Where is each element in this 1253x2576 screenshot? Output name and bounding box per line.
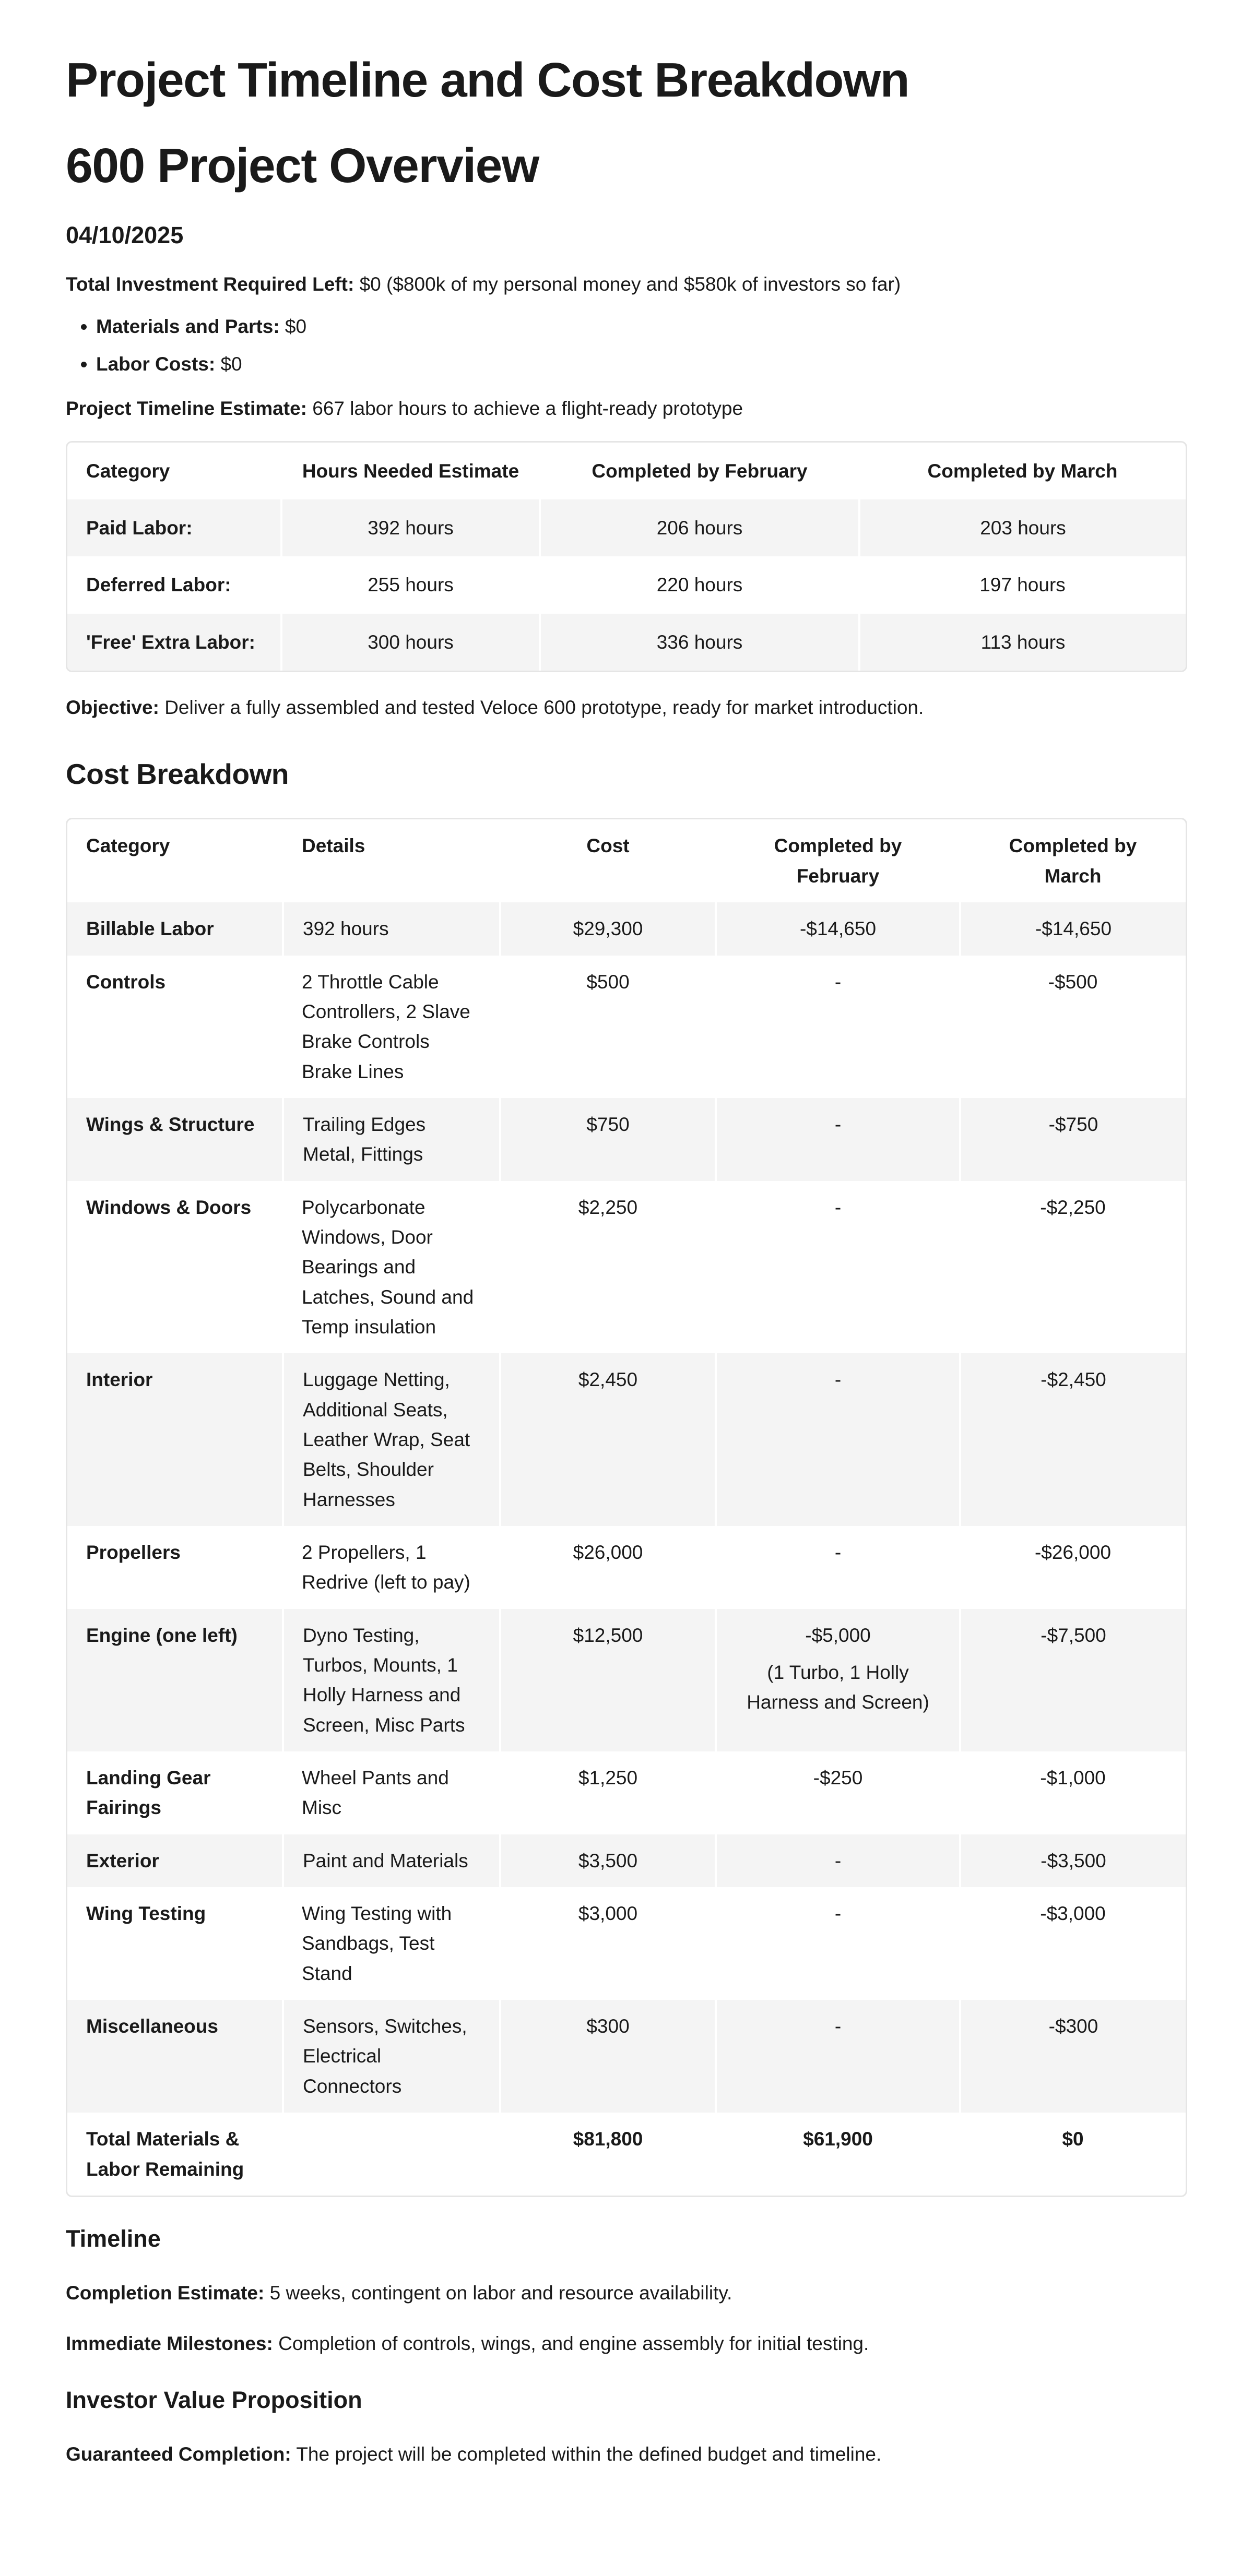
table-cell: -$2,450 [960, 1353, 1186, 1526]
table-total-row [67, 2113, 1186, 2196]
table-cell: Windows & Doors [86, 1196, 252, 1218]
table-cell: Polycarbonate Windows, Door Bearings and Latches, Sound and Temp insulation [302, 1196, 474, 1338]
table-cell: Paid Labor: [67, 499, 281, 556]
cost-breakdown-heading: Cost Breakdown [66, 758, 289, 791]
page-subtitle: 600 Project Overview [66, 138, 539, 193]
timeline-estimate-label: Project Timeline Estimate: [66, 398, 307, 420]
table-header-row [67, 819, 1186, 902]
table-cell [716, 1609, 960, 1751]
timeline-heading: Timeline [66, 2225, 161, 2252]
table-cell: - [716, 2000, 960, 2113]
list-item [96, 350, 1187, 379]
table-cell: -$750 [960, 1098, 1186, 1181]
table-cell: Wing Testing [86, 1903, 206, 1925]
table-cell: 392 hours [283, 902, 500, 955]
table-cell: Wings & Structure [67, 1098, 283, 1181]
milestones-line [66, 2329, 1187, 2358]
table-cell: Paint and Materials [283, 1834, 500, 1887]
timeline-estimate-value: 667 labor hours to achieve a flight-ready prototype [312, 398, 743, 420]
table-row [67, 1751, 1186, 1834]
table-row [67, 1887, 1186, 2000]
engine-feb-value: -$5,000 [805, 1624, 871, 1646]
table-cell: Billable Labor [67, 902, 283, 955]
table-cell: Trailing Edges Metal, Fittings [283, 1098, 500, 1181]
total-march: $0 [1062, 2128, 1084, 2150]
completion-line [66, 2279, 1187, 2308]
objective-label: Objective: [66, 696, 159, 718]
table-cell: -$14,650 [716, 902, 960, 955]
table-cell: - [716, 1834, 960, 1887]
total-feb: $61,900 [803, 2128, 873, 2150]
table-cell: Luggage Netting, Additional Seats, Leather Wrap, Seat Belts, Shoulder Harnesses [283, 1353, 500, 1526]
table-row [67, 1181, 1186, 1354]
table-cell: Controls [86, 971, 166, 993]
table-cell: $3,500 [500, 1834, 716, 1887]
column-header: Details [302, 835, 365, 857]
total-cost: $81,800 [573, 2128, 643, 2150]
table-cell: Interior [67, 1353, 283, 1526]
table-cell: -$300 [960, 2000, 1186, 2113]
investment-label: Total Investment Required Left: [66, 273, 354, 295]
table-row [67, 1609, 1186, 1751]
table-cell: $2,450 [500, 1353, 716, 1526]
table-cell: Wheel Pants and Misc [302, 1767, 449, 1819]
page-title: Project Timeline and Cost Breakdown [66, 53, 909, 107]
table-cell: -$14,650 [960, 902, 1186, 955]
table-cell: 2 Throttle Cable Controllers, 2 Slave Brake Controls Brake Lines [302, 971, 470, 1082]
column-header: Cost [586, 835, 630, 857]
investor-heading: Investor Value Proposition [66, 2386, 362, 2413]
column-header: Completed by March [927, 460, 1118, 482]
table-cell: 2 Propellers, 1 Redrive (left to pay) [302, 1542, 470, 1593]
hours-table-container [66, 441, 1187, 672]
table-row [67, 499, 1186, 556]
table-cell: Landing Gear Fairings [86, 1767, 211, 1819]
table-cell: - [834, 971, 842, 993]
table-row [67, 1834, 1186, 1887]
total-label: Total Materials & Labor Remaining [86, 2128, 244, 2180]
column-header: Completed by February [774, 835, 902, 887]
cost-bullet-list [66, 312, 1187, 378]
bullet-label: Materials and Parts: [96, 316, 280, 338]
column-header: Completed by February [592, 460, 808, 482]
table-cell: $3,000 [578, 1903, 638, 1925]
table-cell: -$500 [1048, 971, 1098, 993]
table-row [67, 614, 1186, 671]
table-cell: - [834, 1542, 842, 1563]
completion-value: 5 weeks, contingent on labor and resource availability. [269, 2282, 732, 2304]
bullet-label: Labor Costs: [96, 353, 216, 375]
table-row [67, 1353, 1186, 1526]
engine-feb-note: (1 Turbo, 1 Holly Harness and Screen) [747, 1662, 929, 1713]
table-cell: $2,250 [578, 1196, 638, 1218]
table-cell: Miscellaneous [67, 2000, 283, 2113]
bullet-value: $0 [220, 353, 242, 375]
table-cell: Deferred Labor: [86, 574, 231, 596]
table-cell: - [716, 1098, 960, 1181]
table-header-row [67, 443, 1186, 499]
column-header: Category [86, 835, 170, 857]
table-cell: 336 hours [540, 614, 859, 671]
document-date: 04/10/2025 [66, 221, 184, 248]
table-cell: Wing Testing with Sandbags, Test Stand [302, 1903, 452, 1984]
table-cell: $29,300 [500, 902, 716, 955]
table-cell: -$1,000 [1040, 1767, 1106, 1789]
table-cell: Dyno Testing, Turbos, Mounts, 1 Holly Harness and Screen, Misc Parts [283, 1609, 500, 1751]
table-cell: 'Free' Extra Labor: [67, 614, 281, 671]
table-cell: - [834, 1903, 842, 1925]
table-cell: -$2,250 [1040, 1196, 1106, 1218]
investment-line [66, 270, 1187, 299]
table-cell: 392 hours [281, 499, 540, 556]
table-cell: -$3,500 [960, 1834, 1186, 1887]
table-row [67, 1526, 1186, 1609]
cost-table-container [66, 818, 1187, 2197]
cost-table [67, 819, 1186, 2195]
table-cell: -$3,000 [1040, 1903, 1106, 1925]
milestones-value: Completion of controls, wings, and engine assembly for initial testing. [278, 2333, 869, 2355]
table-cell: - [716, 1353, 960, 1526]
table-cell: -$250 [813, 1767, 863, 1789]
table-cell: Engine (one left) [67, 1609, 283, 1751]
objective-line [66, 693, 1187, 722]
column-header: Hours Needed Estimate [302, 460, 519, 482]
table-cell: 300 hours [281, 614, 540, 671]
hours-table [67, 443, 1186, 671]
table-cell: -$26,000 [1034, 1542, 1112, 1563]
table-cell [283, 2113, 500, 2196]
table-cell: 220 hours [656, 574, 743, 596]
timeline-estimate-line [66, 394, 1187, 423]
column-header: Category [86, 460, 170, 482]
table-cell: 203 hours [859, 499, 1186, 556]
table-cell: $1,250 [578, 1767, 638, 1789]
guaranteed-label: Guaranteed Completion: [66, 2443, 291, 2465]
guaranteed-line [66, 2440, 1187, 2469]
table-cell: - [834, 1196, 842, 1218]
table-cell: $500 [586, 971, 630, 993]
table-cell: $12,500 [500, 1609, 716, 1751]
investment-value: $0 ($800k of my personal money and $580k of investors so far) [359, 273, 901, 295]
table-cell: 113 hours [859, 614, 1186, 671]
table-cell: -$7,500 [960, 1609, 1186, 1751]
table-row [67, 556, 1186, 613]
table-cell: Exterior [67, 1834, 283, 1887]
table-cell: $26,000 [573, 1542, 643, 1563]
bullet-value: $0 [285, 316, 307, 338]
objective-value: Deliver a fully assembled and tested Veloce 600 prototype, ready for market introduction. [164, 696, 924, 718]
table-cell: 255 hours [368, 574, 454, 596]
milestones-label: Immediate Milestones: [66, 2333, 273, 2355]
table-cell: Propellers [86, 1542, 181, 1563]
column-header: Completed by March [1009, 835, 1137, 887]
table-cell: 197 hours [979, 574, 1066, 596]
table-row [67, 902, 1186, 955]
table-row [67, 1098, 1186, 1181]
completion-label: Completion Estimate: [66, 2282, 265, 2304]
table-cell: Sensors, Switches, Electrical Connectors [283, 2000, 500, 2113]
table-cell: $750 [500, 1098, 716, 1181]
list-item [96, 312, 1187, 341]
table-row [67, 2000, 1186, 2113]
table-row [67, 956, 1186, 1098]
table-cell: $300 [500, 2000, 716, 2113]
guaranteed-value: The project will be completed within the defined budget and timeline. [296, 2443, 882, 2465]
table-cell: 206 hours [540, 499, 859, 556]
